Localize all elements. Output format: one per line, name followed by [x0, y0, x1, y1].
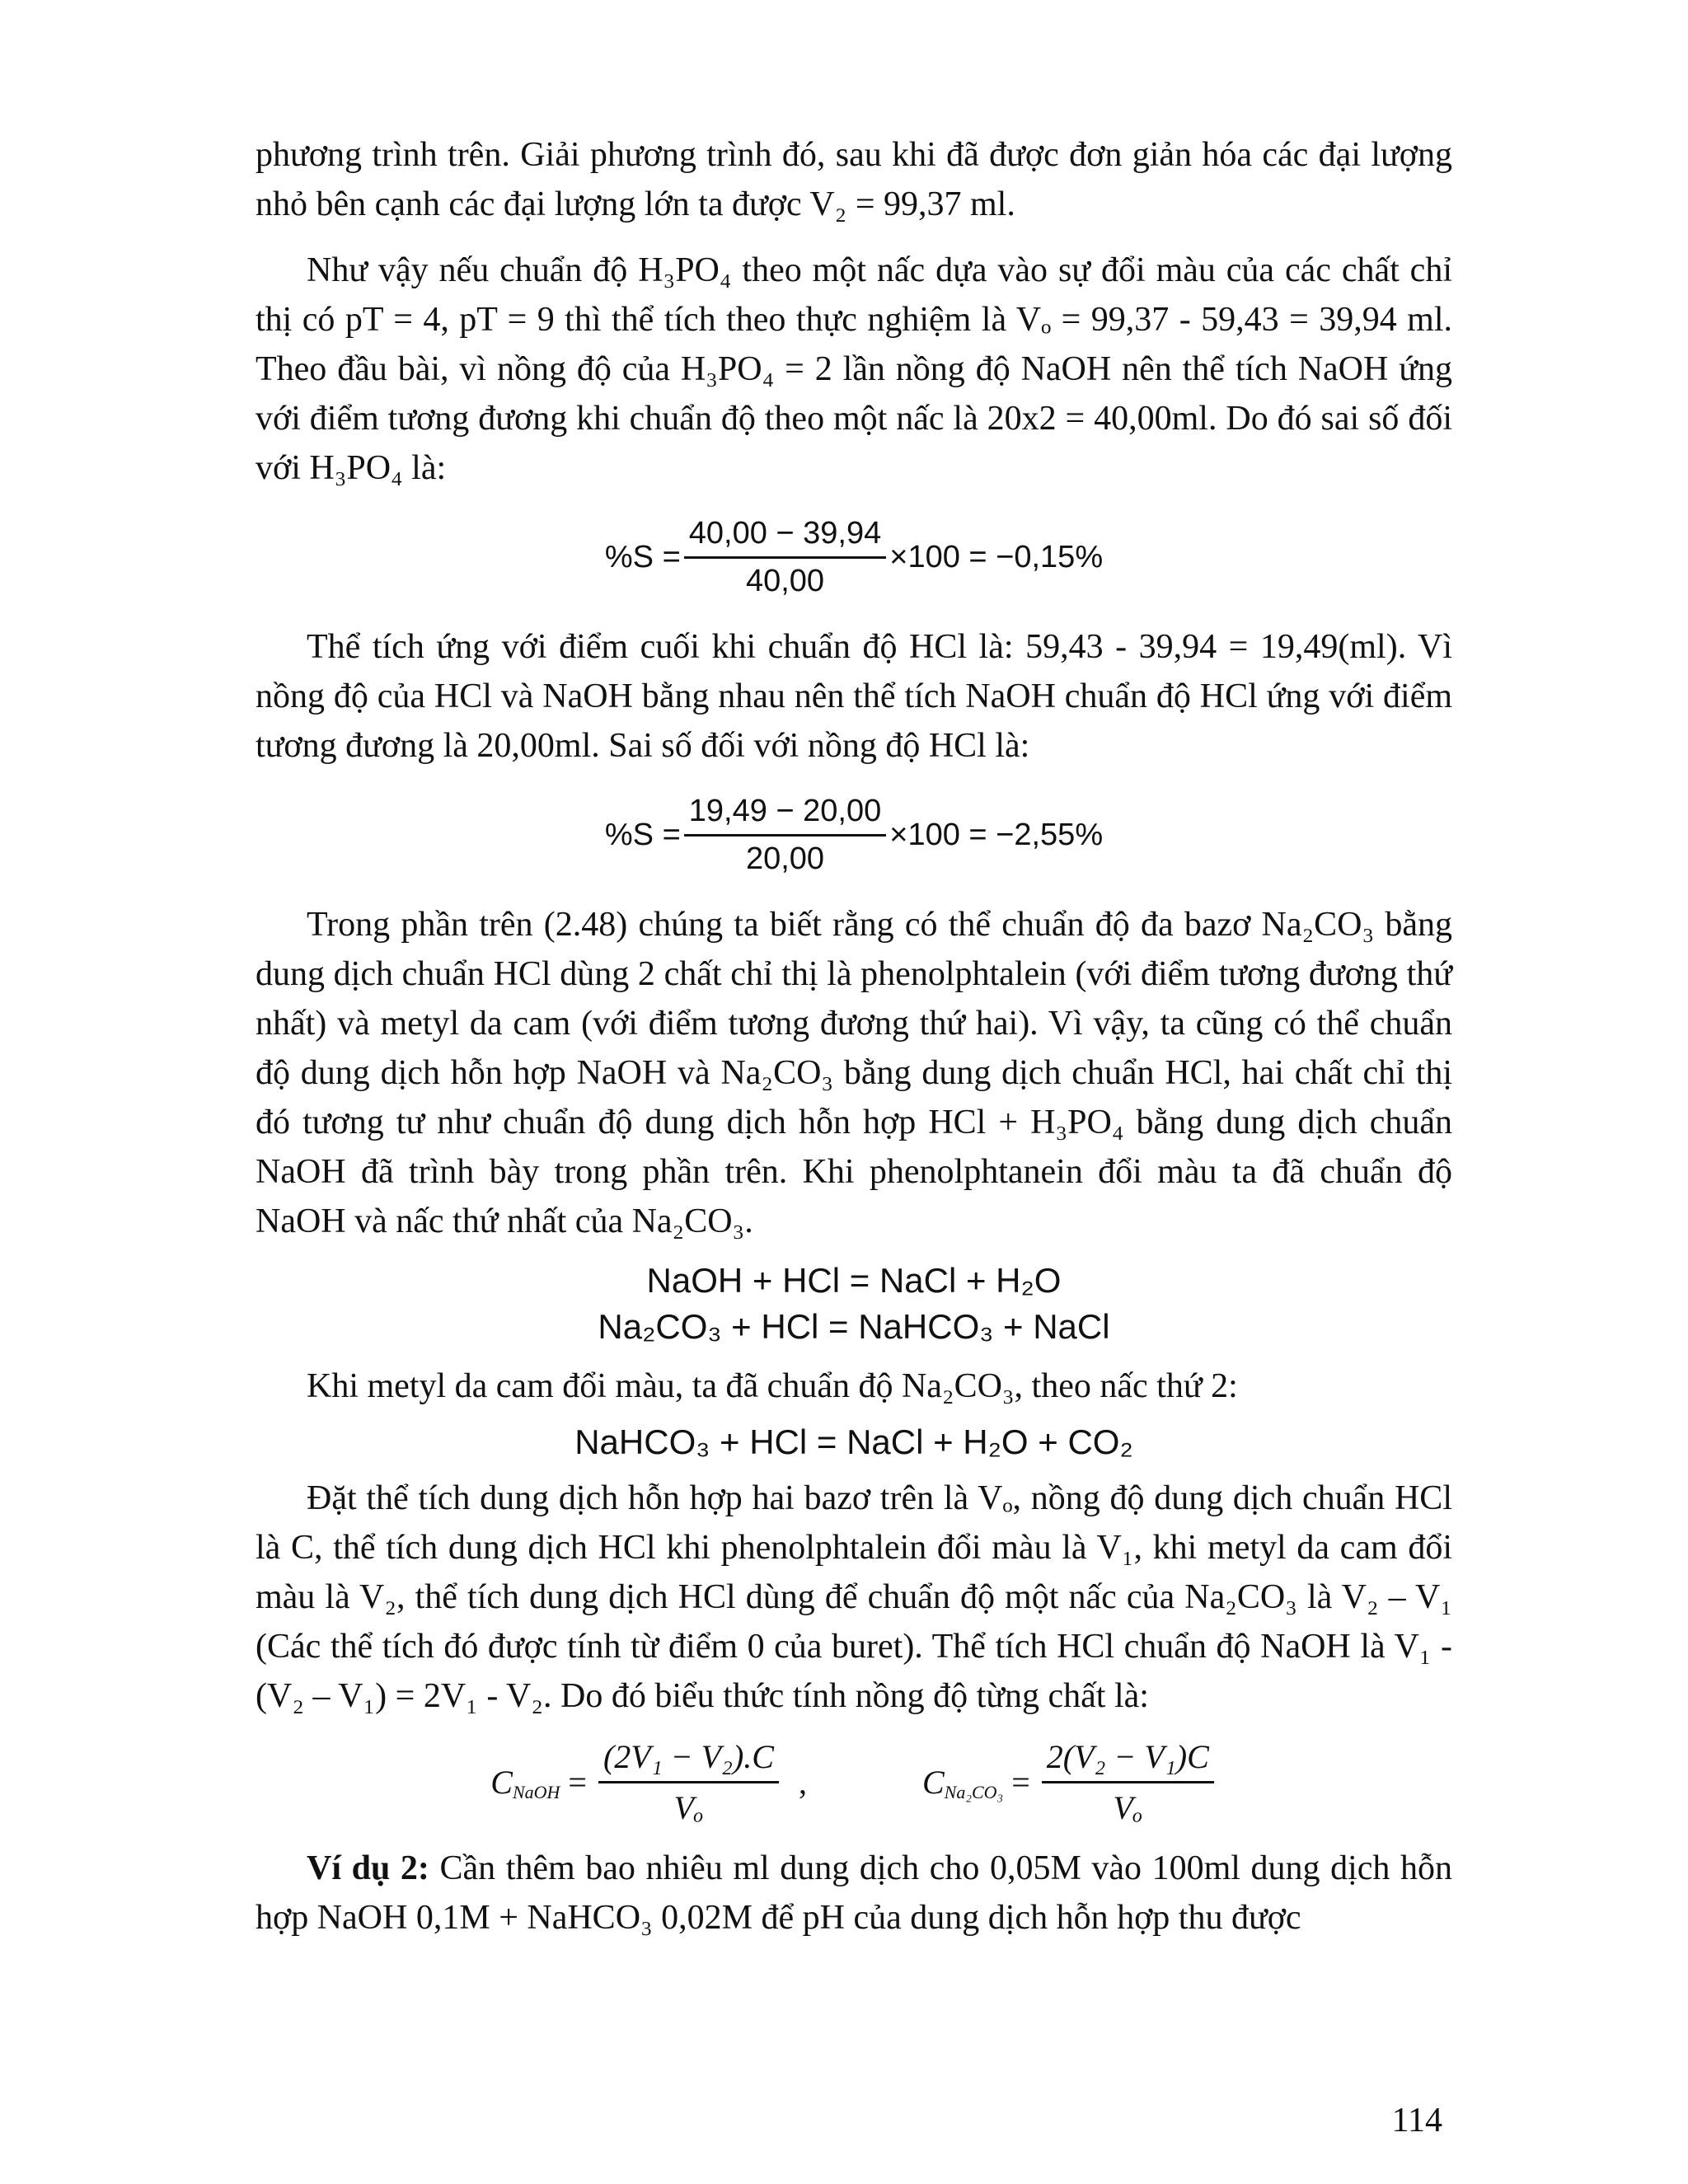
paragraph-3: Thể tích ứng với điểm cuối khi chuẩn độ HCl là: 59,43 - 39,94 = 19,49(ml). Vì nồng độ của HCl và NaOH bằng nhau nên thể tích NaOH chuẩn độ HCl ứng với điểm tương đương là 20,00ml. Sai số đối với nồng độ HCl là:: [256, 628, 1452, 765]
error-formula-hcl: [256, 794, 1452, 877]
paragraph-5: Khi metyl da cam đổi màu, ta đã chuẩn độ Na₂CO₃, theo nấc thứ 2:: [307, 1367, 1238, 1405]
reaction-equation: NaHCO₃ + HCl = NaCl + H₂O + CO₂: [574, 1422, 1133, 1461]
formula-denominator: Vₒ: [673, 1789, 704, 1826]
example-text: Cần thêm bao nhiêu ml dung dịch cho 0,05M vào 100ml dung dịch hỗn hợp NaOH 0,1M + NaHCO₃ 0,02M để pH của dung dịch hỗn hợp thu được: [256, 1849, 1453, 1937]
concentration-formula-na2co3: [922, 1737, 1217, 1827]
formula-fraction: [684, 516, 887, 599]
formula-numerator: 40,00 − 39,94: [684, 516, 887, 559]
page-content: [256, 130, 1452, 1943]
paragraph-1: phương trình trên. Giải phương trình đó, sau khi đã được đơn giản hóa các đại lượng nhỏ bên cạnh các đại lượng lớn ta được V₂ = 99,37 ml.: [256, 136, 1452, 223]
formula-rhs: ×100 = −2,55%: [889, 818, 1104, 852]
formula-fraction: [598, 1737, 779, 1827]
formula-lhs: %S =: [604, 540, 681, 574]
reaction-equations-phenolphthalein: [256, 1258, 1452, 1350]
formula-denominator: 40,00: [745, 564, 825, 598]
paragraph-6: Đặt thể tích dung dịch hỗn hợp hai bazơ trên là Vₒ, nồng độ dung dịch chuẩn HCl là C, thể tích dung dịch HCl khi phenolphtalein đổi màu là V₁, khi metyl da cam đổi màu là V₂, thể tích dung dịch HCl dùng để chuẩn độ một nấc của Na₂CO₃ là V₂ – V₁ (Các thể tích đó được tính từ điểm 0 của buret). Thể tích HCl chuẩn độ NaOH là V₁ - (V₂ – V₁) = 2V₁ - V₂. Do đó biểu thức tính nồng độ từng chất là:: [256, 1479, 1452, 1715]
reaction-equation-methyl-orange: [256, 1419, 1452, 1465]
formula-separator: ,: [798, 1764, 807, 1801]
formula-lhs: %S =: [604, 818, 681, 852]
concentration-formula-naoh: [490, 1737, 807, 1827]
formula-numerator: 2(V₂ − V₁)C: [1042, 1737, 1214, 1783]
reaction-equation: Na₂CO₃ + HCl = NaHCO₃ + NaCl: [598, 1307, 1110, 1346]
concentration-symbol: $C_{Na_2CO_3}$: [921, 1764, 1004, 1803]
formula-numerator: 19,49 − 20,00: [684, 794, 887, 837]
equals-sign: =: [1011, 1764, 1030, 1801]
example-2-paragraph: [256, 1844, 1452, 1943]
equals-sign: =: [568, 1764, 587, 1801]
error-formula-h3po4: [256, 516, 1452, 599]
page-number: 114: [1391, 2102, 1442, 2139]
formula-numerator: (2V₁ − V₂).C: [598, 1737, 779, 1783]
concentration-formulas: [256, 1737, 1452, 1827]
paragraph-4: Trong phần trên (2.48) chúng ta biết rằng có thể chuẩn độ đa bazơ Na₂CO₃ bằng dung dịch chuẩn HCl dùng 2 chất chỉ thị là phenolphtalein (với điểm tương đương thứ nhất) và metyl da cam (với điểm tương đương thứ hai). Vì vậy, ta cũng có thể chuẩn độ dung dịch hỗn hợp NaOH và Na₂CO₃ bằng dung dịch chuẩn HCl, hai chất chỉ thị đó tương tư như chuẩn độ dung dịch hỗn hợp HCl + H₃PO₄ bằng dung dịch chuẩn NaOH đã trình bày trong phần trên. Khi phenolphtanein đổi màu ta đã chuẩn độ NaOH và nấc thứ nhất của Na₂CO₃.: [256, 906, 1452, 1240]
formula-fraction: [684, 794, 887, 877]
concentration-symbol: $C_{NaOH}$: [490, 1764, 560, 1803]
formula-denominator: Vₒ: [1113, 1789, 1143, 1826]
example-label: Ví dụ 2:: [307, 1849, 429, 1887]
paragraph-2: Như vậy nếu chuẩn độ H₃PO₄ theo một nấc dựa vào sự đổi màu của các chất chỉ thị có pT = 4, pT = 9 thì thể tích theo thực nghiệm là Vₒ = 99,37 - 59,43 = 39,94 ml. Theo đầu bài, vì nồng độ của H₃PO₄ = 2 lần nồng độ NaOH nên thể tích NaOH ứng với điểm tương đương khi chuẩn độ theo một nấc là 20x2 = 40,00ml. Do đó sai số đối với H₃PO₄ là:: [256, 251, 1452, 487]
reaction-equation: NaOH + HCl = NaCl + H₂O: [646, 1261, 1062, 1300]
formula-fraction: [1042, 1737, 1214, 1827]
formula-rhs: ×100 = −0,15%: [889, 540, 1104, 574]
formula-denominator: 20,00: [745, 841, 825, 876]
